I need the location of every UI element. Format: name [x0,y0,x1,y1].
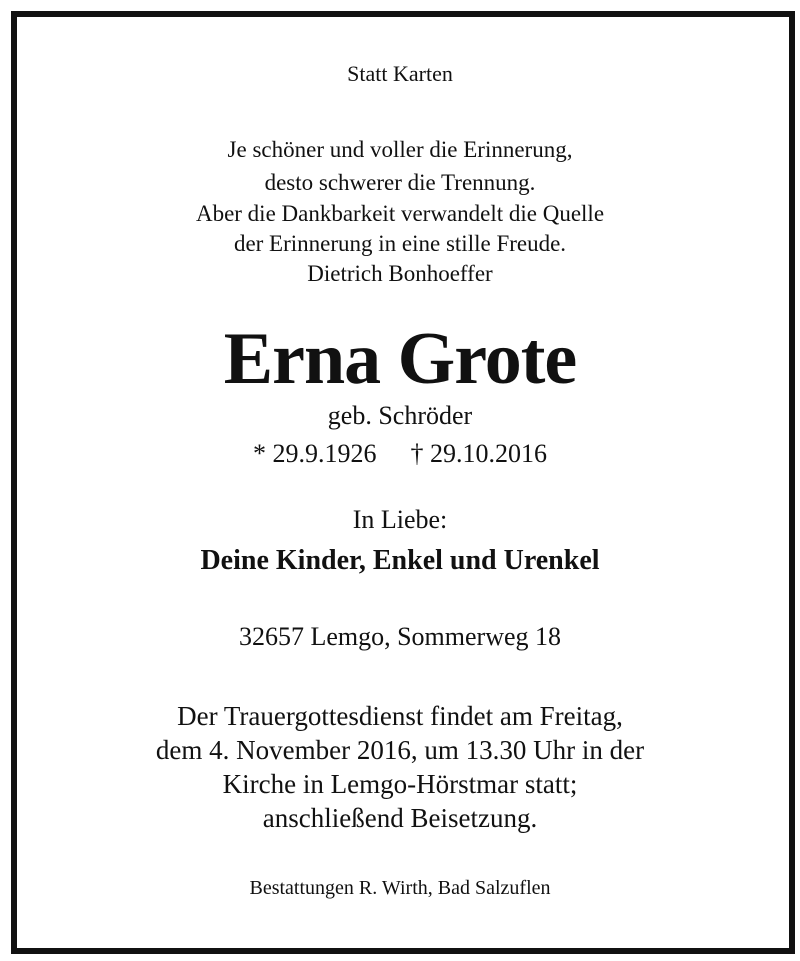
life-dates [0,441,800,467]
service-line: dem 4. November 2016, um 13.30 Uhr in der [155,735,645,765]
love-line: In Liebe: [352,505,448,534]
quote-line: der Erinnerung in eine stille Freude. [233,231,567,256]
service-line: Kirche in Lemgo-Hörstmar statt; [222,769,578,799]
quote-line: desto schwerer die Trennung. [264,170,536,195]
death-date: † 29.10.2016 [410,439,547,468]
undertaker: Bestattungen R. Wirth, Bad Salzuflen [249,877,551,899]
birth-name: geb. Schröder [327,401,473,430]
notice-header: Statt Karten [347,61,453,86]
birth-date: * 29.9.1926 [253,439,377,468]
deceased-name: Erna Grote [223,318,577,400]
address: 32657 Lemgo, Sommerweg 18 [238,622,562,651]
quote-line: Je schöner und voller die Erinnerung, [227,137,573,162]
service-line: Der Trauergottesdienst findet am Freitag, [177,701,623,731]
family-signature: Deine Kinder, Enkel und Urenkel [200,545,600,576]
quote-line: Aber die Dankbarkeit verwandelt die Quelle [195,201,605,226]
service-line: anschließend Beisetzung. [262,803,538,833]
quote-author: Dietrich Bonhoeffer [307,261,493,286]
